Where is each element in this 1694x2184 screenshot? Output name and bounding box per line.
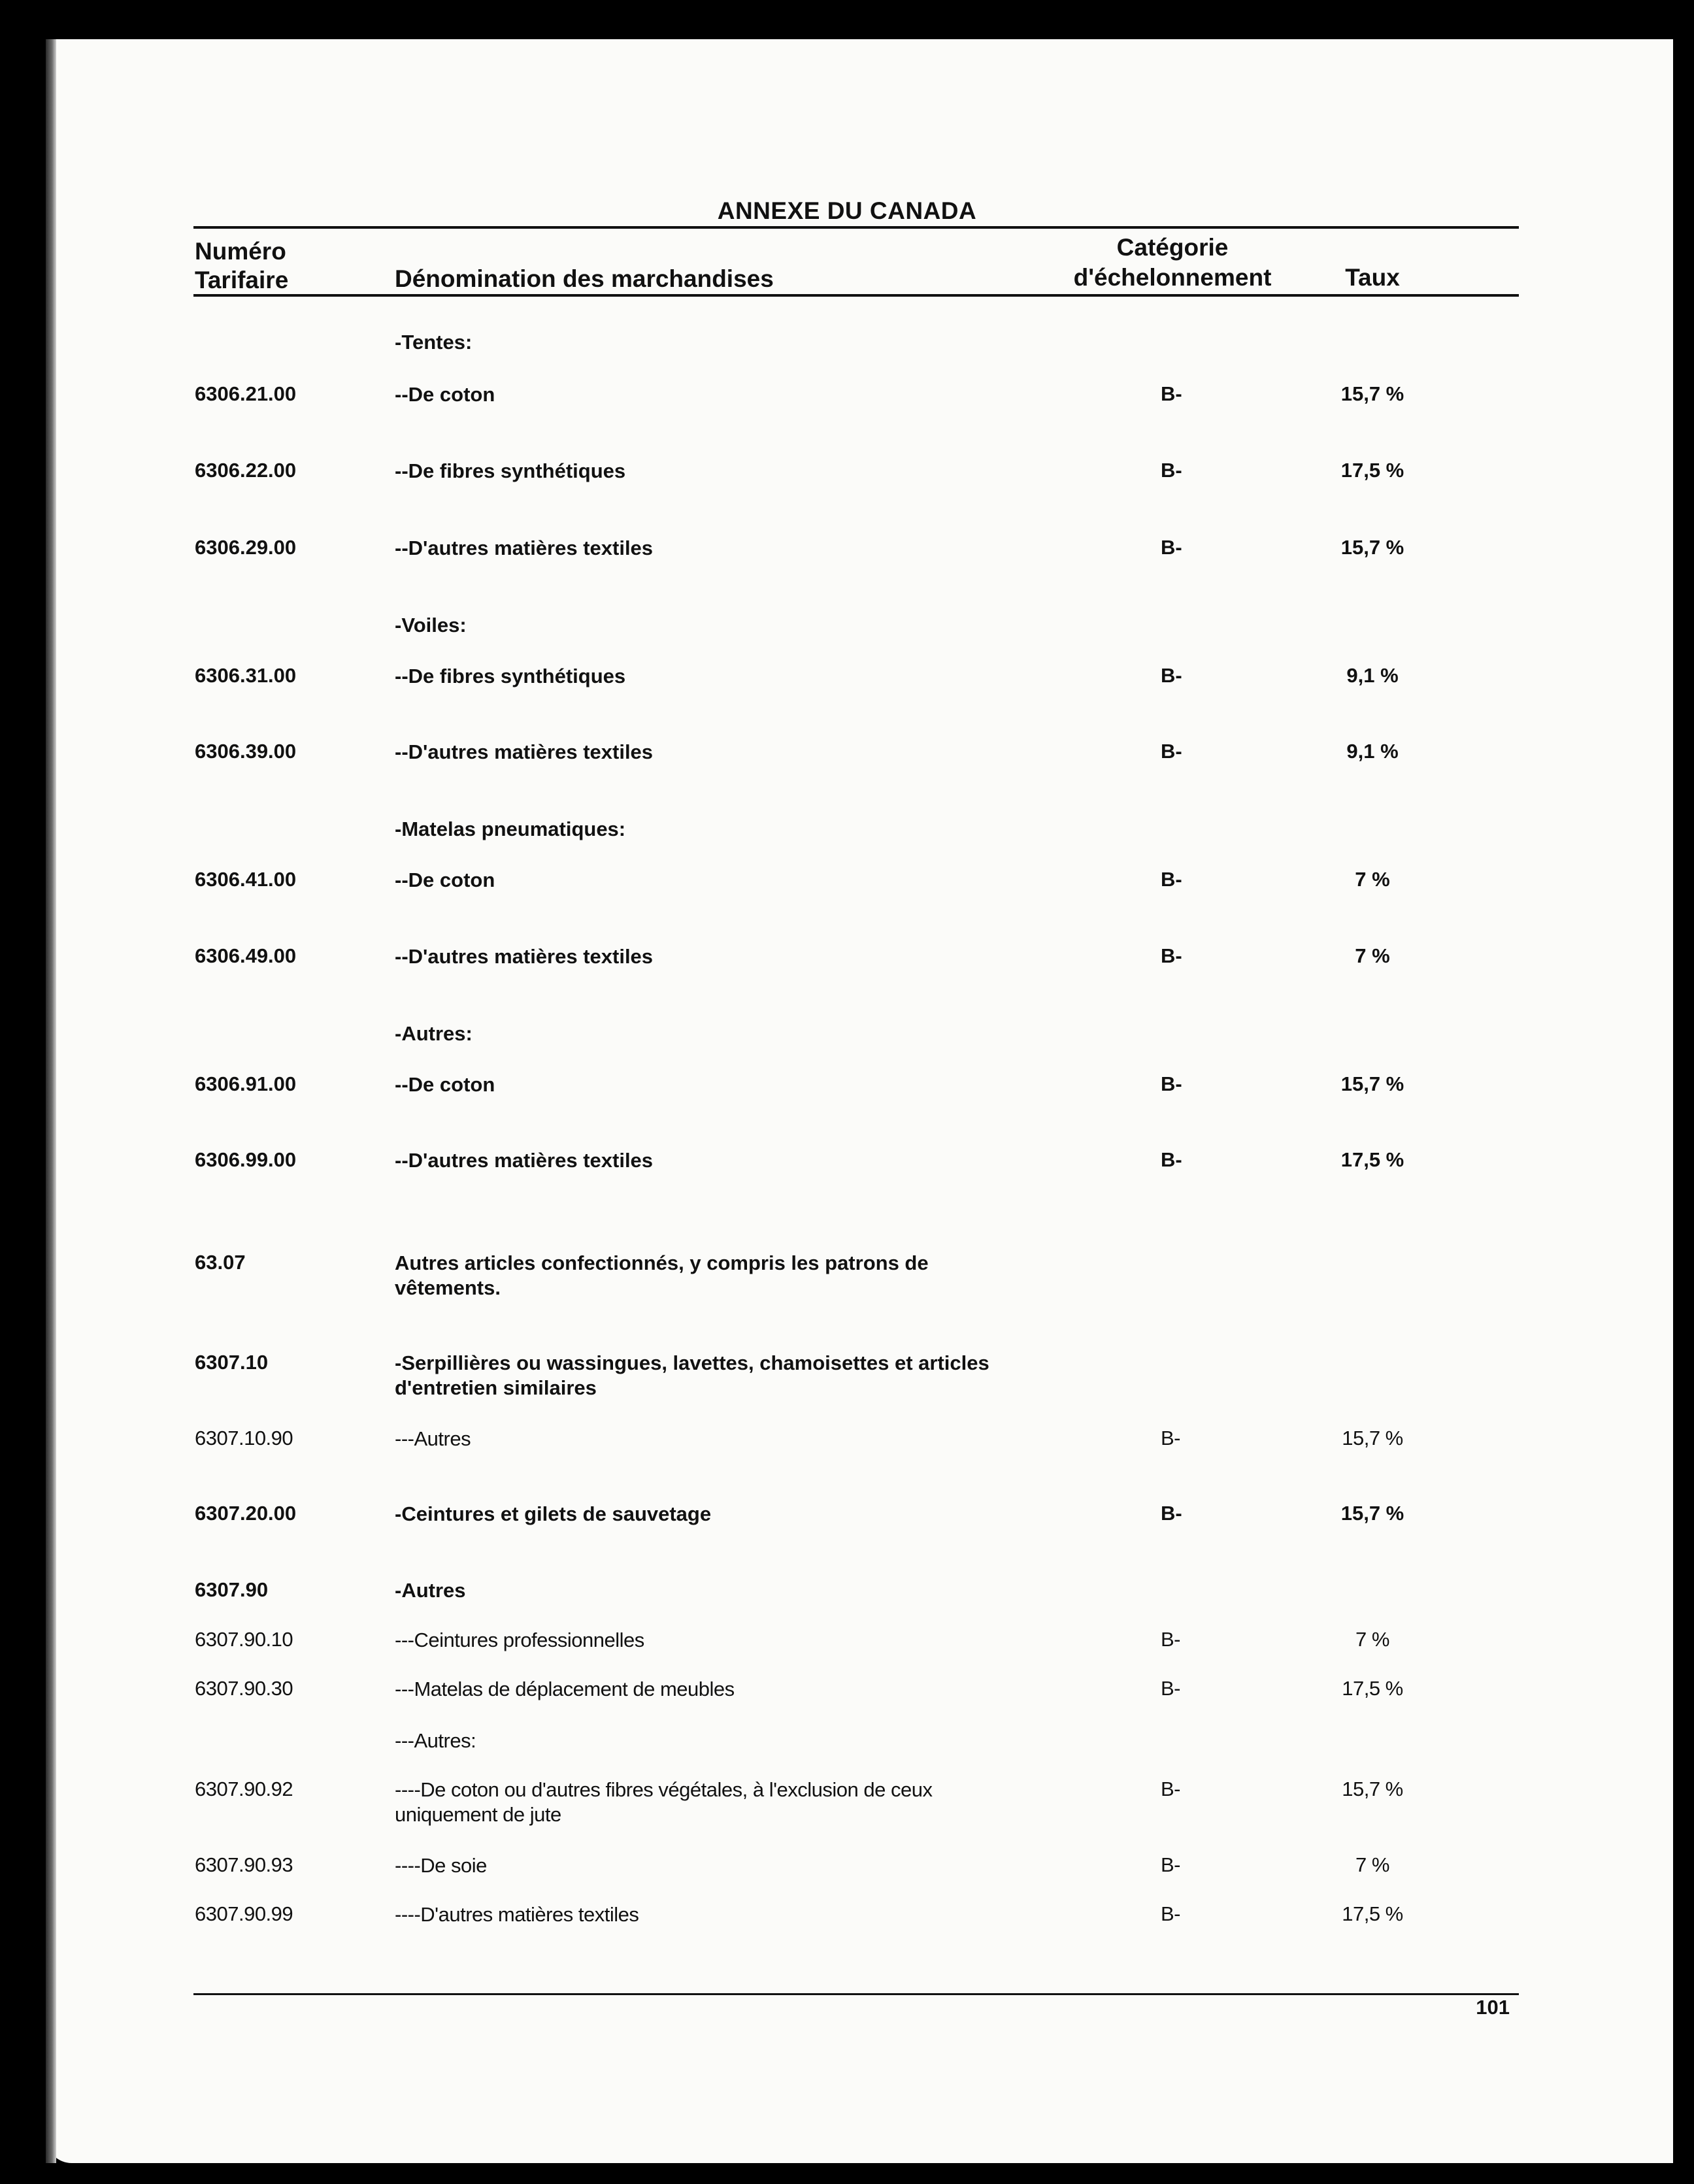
staging-category: B- bbox=[1161, 740, 1182, 763]
goods-description: --De coton bbox=[395, 383, 495, 406]
tariff-rate: 15,7 % bbox=[1340, 536, 1404, 559]
page-number: 101 bbox=[1476, 1996, 1510, 2019]
goods-description: --De fibres synthétiques bbox=[395, 459, 626, 482]
goods-description: -Autres: bbox=[395, 1022, 473, 1045]
header-description: Dénomination des marchandises bbox=[395, 265, 774, 292]
goods-description: -Voiles: bbox=[395, 614, 467, 637]
goods-description: -Autres bbox=[395, 1579, 466, 1602]
goods-description: ----D'autres matières textiles bbox=[395, 1903, 639, 1926]
tariff-rate: 7 % bbox=[1355, 1628, 1389, 1651]
staging-category: B- bbox=[1161, 1677, 1180, 1700]
tariff-number: 6307.90.99 bbox=[195, 1902, 293, 1925]
document-title: ANNEXE DU CANADA bbox=[717, 197, 977, 224]
staging-category: B- bbox=[1161, 1502, 1182, 1525]
tariff-rate: 17,5 % bbox=[1340, 1148, 1404, 1171]
tariff-number: 6307.90.10 bbox=[195, 1628, 293, 1651]
tariff-rate: 17,5 % bbox=[1340, 459, 1404, 482]
header-top-rule bbox=[193, 226, 1519, 229]
page-spine-edge bbox=[46, 39, 56, 2163]
header-category-line2: d'échelonnement bbox=[1073, 264, 1272, 291]
goods-description: -Matelas pneumatiques: bbox=[395, 818, 626, 840]
tariff-number: 6306.99.00 bbox=[195, 1148, 297, 1171]
goods-description: ----De soie bbox=[395, 1854, 487, 1877]
staging-category: B- bbox=[1161, 1072, 1182, 1095]
tariff-rate: 15,7 % bbox=[1340, 1502, 1404, 1525]
tariff-number: 6307.90.93 bbox=[195, 1853, 293, 1876]
tariff-number: 6307.10 bbox=[195, 1351, 269, 1374]
staging-category: B- bbox=[1161, 1902, 1180, 1925]
goods-description: --D'autres matières textiles bbox=[395, 740, 654, 763]
goods-description: --De fibres synthétiques bbox=[395, 665, 626, 687]
goods-description: -Ceintures et gilets de sauvetage bbox=[395, 1502, 712, 1525]
tariff-rate: 17,5 % bbox=[1342, 1677, 1403, 1700]
staging-category: B- bbox=[1161, 536, 1182, 559]
tariff-number: 6306.22.00 bbox=[195, 459, 297, 482]
header-number-line1: Numéro bbox=[195, 238, 286, 265]
staging-category: B- bbox=[1161, 1628, 1180, 1651]
footer-rule bbox=[193, 1993, 1519, 1995]
tariff-rate: 7 % bbox=[1355, 944, 1390, 967]
goods-description: ---Matelas de déplacement de meubles bbox=[395, 1678, 735, 1700]
goods-description: --D'autres matières textiles bbox=[395, 537, 654, 559]
tariff-rate: 15,7 % bbox=[1340, 1072, 1404, 1095]
tariff-number: 6307.90 bbox=[195, 1578, 269, 1601]
tariff-rate: 17,5 % bbox=[1342, 1902, 1403, 1925]
goods-description: --De coton bbox=[395, 869, 495, 891]
goods-description: ---Autres: bbox=[395, 1729, 476, 1752]
staging-category: B- bbox=[1161, 944, 1182, 967]
staging-category: B- bbox=[1161, 1427, 1180, 1449]
goods-description: ----De coton ou d'autres fibres végétales, à l'exclusion de ceux uniquement de jute bbox=[395, 1778, 933, 1826]
tariff-rate: 9,1 % bbox=[1346, 740, 1399, 763]
staging-category: B- bbox=[1161, 1778, 1180, 1800]
goods-description: -Serpillières ou wassingues, lavettes, chamoisettes et articles d'entretien similaires bbox=[395, 1351, 989, 1399]
tariff-rate: 15,7 % bbox=[1342, 1427, 1403, 1449]
tariff-rate: 7 % bbox=[1355, 1853, 1389, 1876]
document-page bbox=[46, 39, 1673, 2163]
tariff-number: 6306.91.00 bbox=[195, 1072, 297, 1095]
tariff-number: 6307.90.92 bbox=[195, 1778, 293, 1800]
staging-category: B- bbox=[1161, 459, 1182, 482]
staging-category: B- bbox=[1161, 1148, 1182, 1171]
header-bottom-rule bbox=[193, 294, 1519, 297]
tariff-number: 6306.49.00 bbox=[195, 944, 297, 967]
header-rate: Taux bbox=[1345, 264, 1400, 291]
staging-category: B- bbox=[1161, 382, 1182, 405]
tariff-number: 63.07 bbox=[195, 1251, 246, 1274]
tariff-number: 6307.90.30 bbox=[195, 1677, 293, 1700]
tariff-number: 6307.10.90 bbox=[195, 1427, 293, 1449]
tariff-number: 6306.31.00 bbox=[195, 664, 297, 687]
goods-description: --De coton bbox=[395, 1073, 495, 1096]
header-category-line1: Catégorie bbox=[1116, 234, 1229, 261]
staging-category: B- bbox=[1161, 868, 1182, 891]
tariff-rate: 9,1 % bbox=[1346, 664, 1399, 687]
tariff-number: 6306.39.00 bbox=[195, 740, 297, 763]
tariff-number: 6307.20.00 bbox=[195, 1502, 297, 1525]
goods-description: Autres articles confectionnés, y compris les patrons de vêtements. bbox=[395, 1251, 929, 1299]
goods-description: ---Ceintures professionnelles bbox=[395, 1629, 644, 1651]
tariff-rate: 15,7 % bbox=[1340, 382, 1404, 405]
tariff-number: 6306.41.00 bbox=[195, 868, 297, 891]
goods-description: ---Autres bbox=[395, 1427, 471, 1450]
tariff-number: 6306.21.00 bbox=[195, 382, 297, 405]
header-number-line2: Tarifaire bbox=[195, 267, 289, 293]
goods-description: -Tentes: bbox=[395, 331, 473, 354]
goods-description: --D'autres matières textiles bbox=[395, 1149, 654, 1172]
staging-category: B- bbox=[1161, 1853, 1180, 1876]
staging-category: B- bbox=[1161, 664, 1182, 687]
tariff-rate: 15,7 % bbox=[1342, 1778, 1403, 1800]
goods-description: --D'autres matières textiles bbox=[395, 945, 654, 968]
tariff-rate: 7 % bbox=[1355, 868, 1390, 891]
tariff-number: 6306.29.00 bbox=[195, 536, 297, 559]
